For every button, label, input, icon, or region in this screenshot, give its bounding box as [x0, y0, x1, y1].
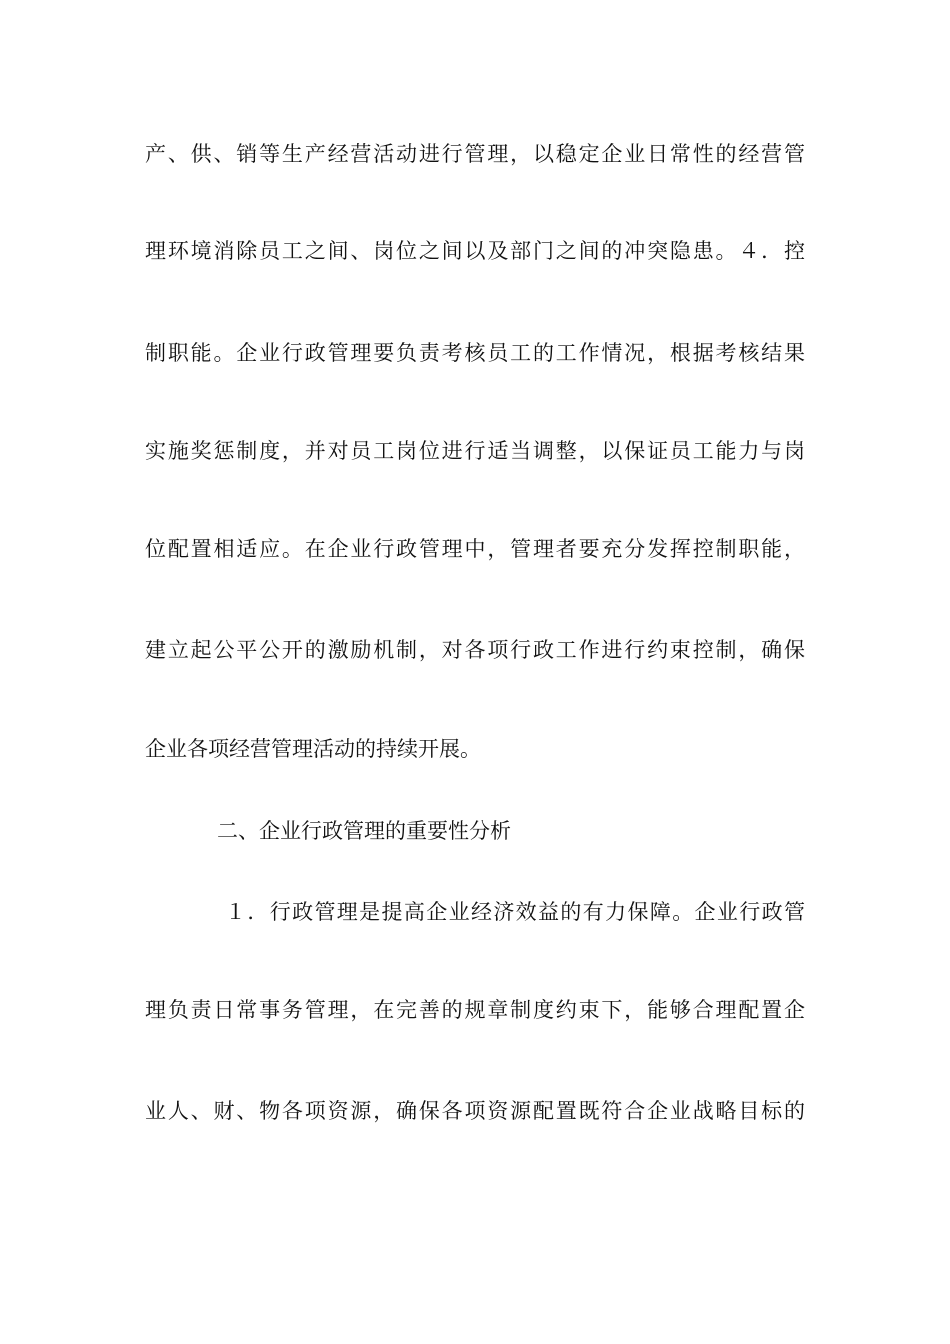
paragraph-line: 制职能。企业行政管理要负责考核员工的工作情况，根据考核结果 — [145, 341, 805, 365]
paragraph-line: 位配置相适应。在企业行政管理中，管理者要充分发挥控制职能， — [145, 537, 805, 561]
section-heading: 二、企业行政管理的重要性分析 — [217, 819, 511, 843]
paragraph-line: 理负责日常事务管理，在完善的规章制度约束下，能够合理配置企 — [145, 998, 805, 1022]
paragraph-line: １．行政管理是提高企业经济效益的有力保障。企业行政管 — [225, 900, 805, 924]
paragraph-line: 实施奖惩制度，并对员工岗位进行适当调整，以保证员工能力与岗 — [145, 439, 805, 463]
paragraph-line: 理环境消除员工之间、岗位之间以及部门之间的冲突隐患。４．控 — [145, 239, 805, 263]
paragraph-line: 产、供、销等生产经营活动进行管理，以稳定企业日常性的经营管 — [145, 142, 805, 166]
paragraph-line: 业人、财、物各项资源，确保各项资源配置既符合企业战略目标的 — [145, 1099, 805, 1123]
paragraph-line: 建立起公平公开的激励机制，对各项行政工作进行约束控制，确保 — [145, 638, 805, 662]
paragraph-line: 企业各项经营管理活动的持续开展。 — [145, 737, 481, 761]
